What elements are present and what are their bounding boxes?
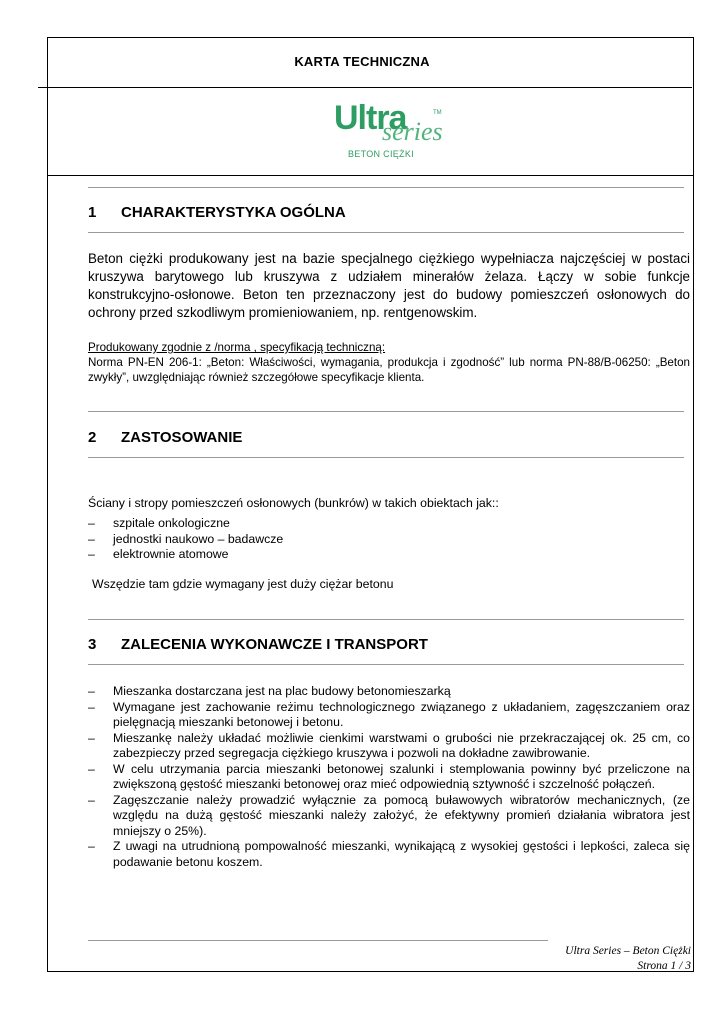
footer-page-number: Strona 1 / 3 — [637, 960, 691, 972]
list-item: – szpitale onkologiczne — [88, 516, 690, 532]
divider — [88, 411, 684, 412]
list-item: – W celu utrzymania parcia mieszanki betonowej szalunki i stemplowania powinny być przeliczone na zwiększoną gęstość mieszanki betonowej oraz mieć odpowiednią sztywność i szczelność połączeń. — [88, 762, 690, 793]
divider — [88, 457, 684, 458]
logo-subtitle: BETON CIĘŻKI — [348, 149, 414, 159]
page-footer — [565, 944, 691, 974]
divider — [88, 187, 684, 188]
footer-divider — [88, 940, 548, 941]
section-number: 1 — [88, 204, 97, 221]
document-title: KARTA TECHNICZNA — [294, 54, 430, 69]
section-title: CHARAKTERYSTYKA OGÓLNA — [121, 204, 346, 221]
logo-trademark: TM — [433, 110, 442, 116]
norm-block — [88, 340, 690, 385]
norm-label: Produkowany zgodnie z /norma , specyfikacją techniczną: — [88, 341, 386, 354]
divider — [88, 664, 684, 665]
logo-script-text: series — [382, 117, 443, 146]
list-item: – Wymagane jest zachowanie reżimu technologicznego związanego z układaniem, zagęszczaniem oraz pielęgnacją mieszanki betonowej i betonu. — [88, 700, 690, 731]
section-title: ZASTOSOWANIE — [121, 429, 243, 446]
recommendations-list — [88, 684, 690, 870]
section-2-outro: Wszędzie tam gdzie wymagany jest duży ciężar betonu — [92, 577, 394, 591]
divider — [88, 619, 684, 620]
divider — [88, 232, 684, 233]
section-title: ZALECENIA WYKONAWCZE I TRANSPORT — [121, 636, 428, 653]
section-number: 2 — [88, 429, 97, 446]
norm-text: Norma PN-EN 206-1: „Beton: Właściwości, wymagania, produkcja i zgodność” lub norma PN-88/B-06250: „Beton zwykły”, uwzględniając również szczegółowe specyfikacje klienta. — [88, 356, 690, 384]
application-list — [88, 516, 690, 563]
list-item: – Z uwagi na utrudnioną pompowalność mieszanki, wynikającą z wysokiej gęstości i lepkości, zaleca się podawanie betonu koszem. — [88, 839, 690, 870]
footer-document-name: Ultra Series – Beton Ciężki — [565, 945, 691, 957]
list-item: – Mieszankę należy układać możliwie cienkimi warstwami o grubości nie przekraczającej ok. 25 cm, co zabezpieczy przed segregacja ciężkiego kruszywa i pozwoli na dokładne zawibrowanie. — [88, 731, 690, 762]
logo-main-text: Ultra — [334, 99, 407, 137]
section-1-paragraph: Beton ciężki produkowany jest na bazie specjalnego ciężkiego wypełniacza najczęściej w postaci kruszywa barytowego lub kruszywa z udziałem minerałów żelaza. Łączy w sobie funkcje konstrukcyjno-osłonowe. Beton ten przeznaczony jest do budowy pomieszczeń osłonowych do ochrony przed szkodliwym promieniowaniem, np. rentgenowskim. — [88, 251, 690, 320]
ultra-series-logo — [334, 100, 454, 166]
header-bottom-border — [47, 175, 694, 176]
list-item: – Mieszanka dostarczana jest na plac budowy betonomieszarką — [88, 684, 690, 700]
list-item: – jednostki naukowo – badawcze — [88, 532, 690, 548]
section-number: 3 — [88, 636, 97, 653]
list-item: – elektrownie atomowe — [88, 547, 690, 563]
header-divider — [38, 87, 692, 88]
list-item: – Zagęszczanie należy prowadzić wyłącznie za pomocą buławowych wibratorów mechanicznych, (ze względu na dużą gęstość mieszanki należy założyć, że efektywny promień działania wibratora jest mniejszy o 25%). — [88, 793, 690, 840]
section-2-intro: Ściany i stropy pomieszczeń osłonowych (bunkrów) w takich obiektach jak:: — [88, 496, 499, 510]
